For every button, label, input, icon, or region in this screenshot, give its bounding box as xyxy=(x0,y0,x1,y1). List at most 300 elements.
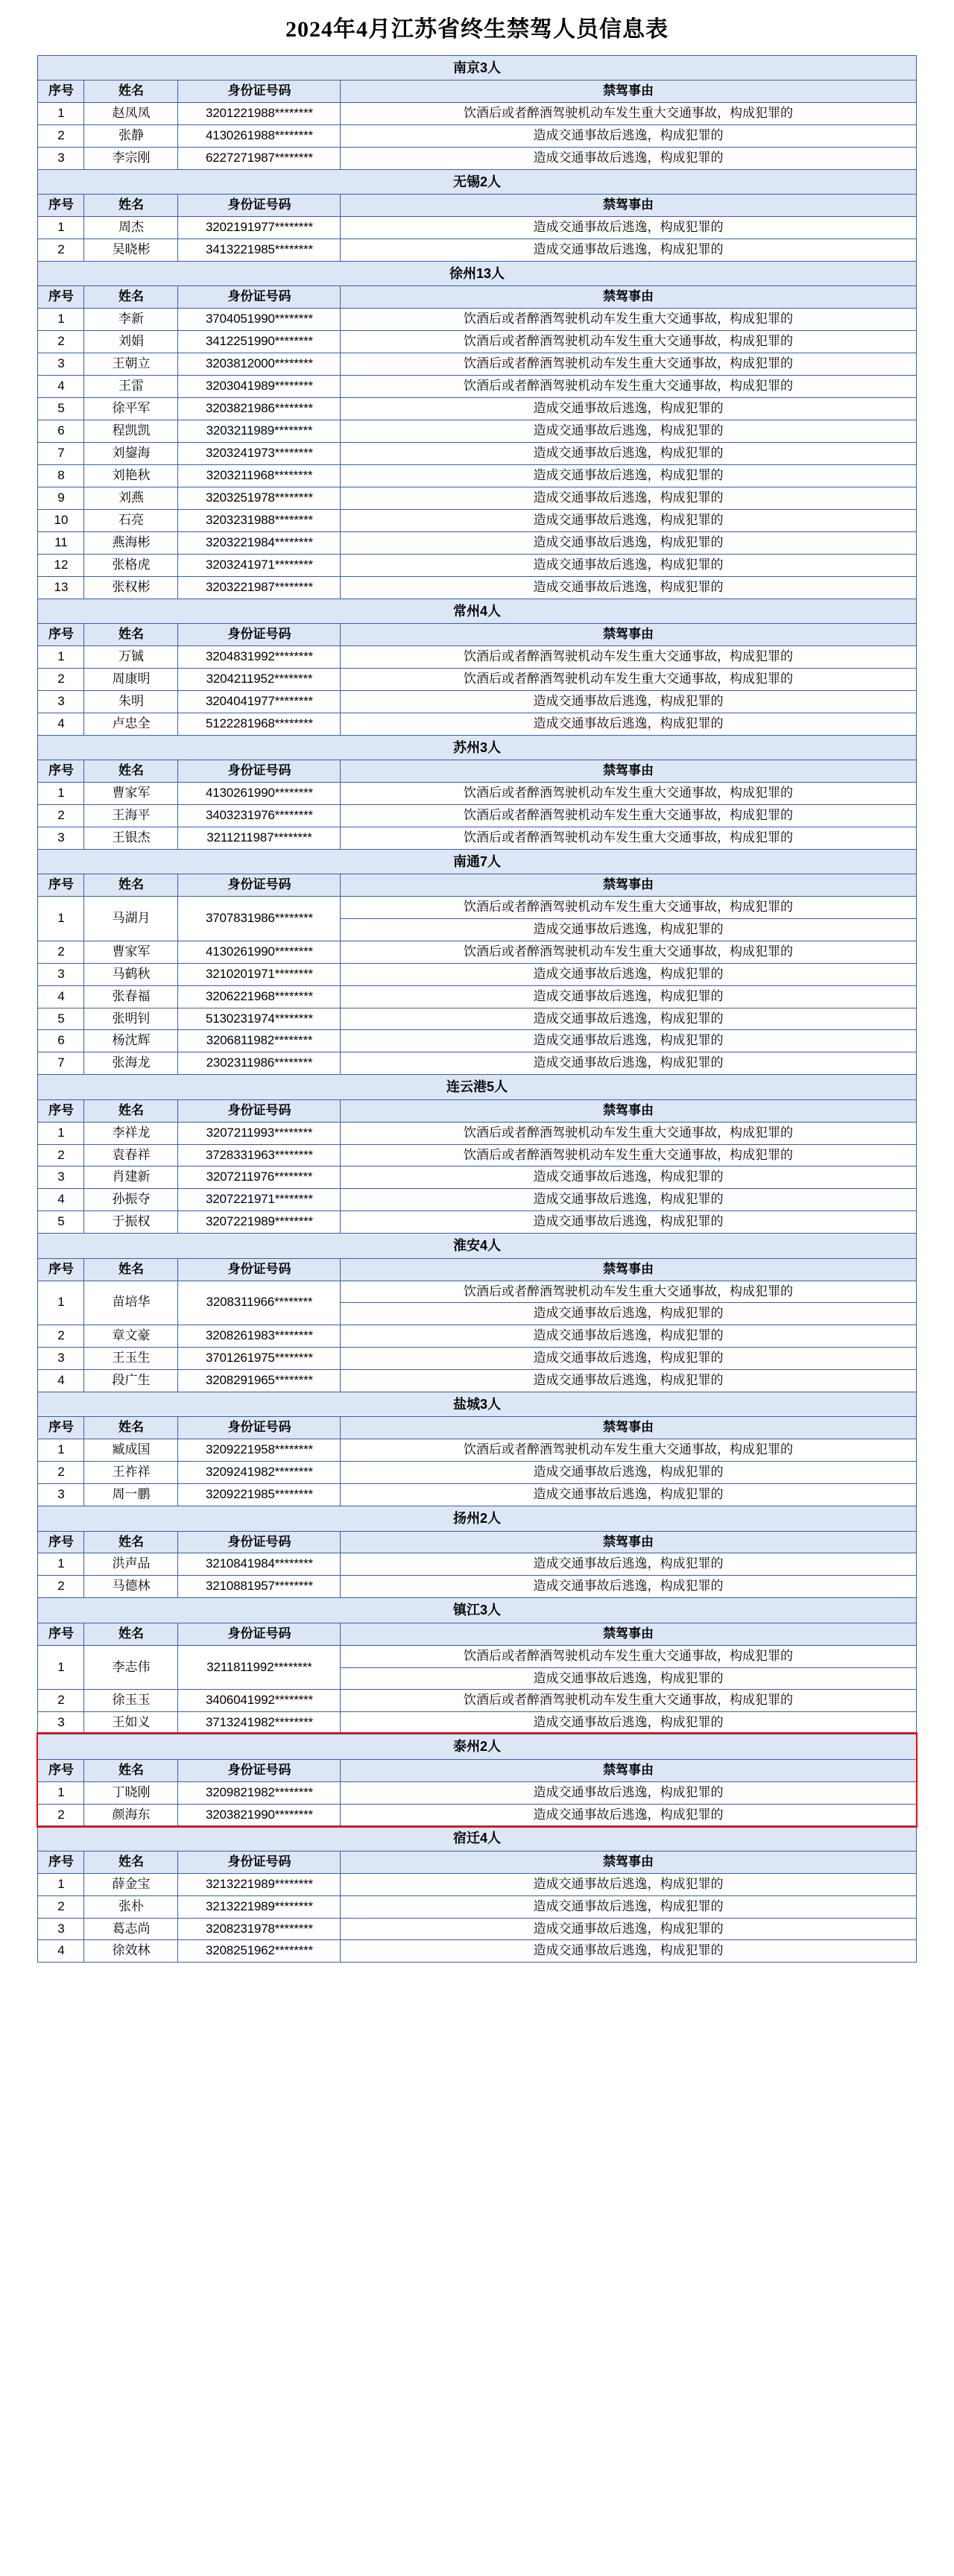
column-header: 序号 xyxy=(38,1099,84,1122)
page-title: 2024年4月江苏省终生禁驾人员信息表 xyxy=(285,17,669,42)
person-name: 丁晓刚 xyxy=(84,1781,178,1804)
table-row xyxy=(38,1918,916,1940)
table-row xyxy=(38,464,916,487)
row-index: 3 xyxy=(38,1167,84,1189)
column-header: 身份证号码 xyxy=(178,1531,341,1553)
row-index: 2 xyxy=(38,125,84,148)
id-number: 5122281968******** xyxy=(178,713,341,735)
column-header-row xyxy=(38,760,916,782)
row-index: 1 xyxy=(38,1553,84,1576)
table-row xyxy=(38,1281,916,1303)
id-number: 3201221988******** xyxy=(178,103,341,125)
id-number: 3209241982******** xyxy=(178,1462,341,1484)
person-name: 王祚祥 xyxy=(84,1462,178,1484)
city-label: 淮安4人 xyxy=(38,1234,916,1258)
table-row xyxy=(38,782,916,804)
city-section-header xyxy=(38,1075,916,1099)
row-index: 3 xyxy=(38,148,84,170)
row-index: 2 xyxy=(38,668,84,690)
person-name: 王海平 xyxy=(84,804,178,827)
city-label: 常州4人 xyxy=(38,599,916,623)
table-row xyxy=(38,576,916,599)
column-header: 身份证号码 xyxy=(178,1417,341,1439)
column-header: 禁驾事由 xyxy=(341,195,916,217)
row-index: 4 xyxy=(38,1370,84,1392)
person-name: 王雷 xyxy=(84,376,178,398)
table-row xyxy=(38,1576,916,1598)
ban-reason: 饮酒后或者醉酒驾驶机动车发生重大交通事故，构成犯罪的 xyxy=(341,1122,916,1144)
city-label: 泰州2人 xyxy=(38,1734,916,1759)
city-section-header xyxy=(38,599,916,623)
city-section-header xyxy=(38,849,916,874)
id-number: 3203241973******** xyxy=(178,443,341,465)
id-number: 3203241971******** xyxy=(178,554,341,576)
table-row xyxy=(38,690,916,713)
table-row xyxy=(38,963,916,985)
table-row xyxy=(38,1462,916,1484)
person-name: 李志伟 xyxy=(84,1645,178,1690)
person-name: 洪声品 xyxy=(84,1553,178,1576)
row-index: 3 xyxy=(38,1918,84,1940)
ban-reason: 造成交通事故后逃逸，构成犯罪的 xyxy=(341,239,916,262)
column-header: 序号 xyxy=(38,1851,84,1873)
column-header: 姓名 xyxy=(84,1759,178,1781)
person-name: 杨沈辉 xyxy=(84,1030,178,1052)
id-number: 3203251978******** xyxy=(178,487,341,509)
person-name: 王银杰 xyxy=(84,827,178,849)
row-index: 4 xyxy=(38,713,84,735)
ban-reason: 饮酒后或者醉酒驾驶机动车发生重大交通事故，构成犯罪的 xyxy=(341,1645,916,1667)
ban-reason: 造成交通事故后逃逸，构成犯罪的 xyxy=(341,713,916,735)
column-header-row xyxy=(38,1623,916,1645)
person-name: 赵凤凤 xyxy=(84,103,178,125)
column-header: 身份证号码 xyxy=(178,1851,341,1873)
column-header-row xyxy=(38,1531,916,1553)
column-header: 身份证号码 xyxy=(178,195,341,217)
ban-reason: 造成交通事故后逃逸，构成犯罪的 xyxy=(341,531,916,554)
ban-reason: 造成交通事故后逃逸，构成犯罪的 xyxy=(341,509,916,531)
person-name: 张春福 xyxy=(84,985,178,1008)
column-header: 姓名 xyxy=(84,80,178,103)
ban-reason: 造成交通事故后逃逸，构成犯罪的 xyxy=(341,1303,916,1325)
person-name: 徐效林 xyxy=(84,1940,178,1963)
row-index: 7 xyxy=(38,1052,84,1075)
column-header: 身份证号码 xyxy=(178,1099,341,1122)
row-index: 2 xyxy=(38,1690,84,1712)
ban-reason: 造成交通事故后逃逸，构成犯罪的 xyxy=(341,1030,916,1052)
table-row xyxy=(38,1940,916,1963)
person-name: 李祥龙 xyxy=(84,1122,178,1144)
row-index: 2 xyxy=(38,1576,84,1598)
ban-reason: 造成交通事故后逃逸，构成犯罪的 xyxy=(341,420,916,443)
id-number: 3203821990******** xyxy=(178,1804,341,1826)
ban-reason: 造成交通事故后逃逸，构成犯罪的 xyxy=(341,985,916,1008)
id-number: 3412251990******** xyxy=(178,331,341,353)
row-index: 1 xyxy=(38,1122,84,1144)
person-name: 李宗刚 xyxy=(84,148,178,170)
person-name: 于振权 xyxy=(84,1211,178,1234)
ban-reason: 饮酒后或者醉酒驾驶机动车发生重大交通事故，构成犯罪的 xyxy=(341,1690,916,1712)
ban-reason: 造成交通事故后逃逸，构成犯罪的 xyxy=(341,1781,916,1804)
ban-reason: 造成交通事故后逃逸，构成犯罪的 xyxy=(341,1325,916,1348)
column-header: 序号 xyxy=(38,195,84,217)
id-number: 3209221958******** xyxy=(178,1439,341,1462)
row-index: 1 xyxy=(38,1873,84,1895)
id-number: 3203041989******** xyxy=(178,376,341,398)
city-section-header xyxy=(38,170,916,195)
ban-reason: 饮酒后或者醉酒驾驶机动车发生重大交通事故，构成犯罪的 xyxy=(341,668,916,690)
row-index: 1 xyxy=(38,103,84,125)
city-section-header xyxy=(38,1734,916,1759)
row-index: 4 xyxy=(38,985,84,1008)
ban-reason: 造成交通事故后逃逸，构成犯罪的 xyxy=(341,690,916,713)
city-section-header xyxy=(38,1598,916,1623)
driving-ban-table xyxy=(37,55,916,1963)
ban-reason: 造成交通事故后逃逸，构成犯罪的 xyxy=(341,464,916,487)
row-index: 2 xyxy=(38,941,84,963)
ban-reason: 饮酒后或者醉酒驾驶机动车发生重大交通事故，构成犯罪的 xyxy=(341,376,916,398)
id-number: 3204041977******** xyxy=(178,690,341,713)
ban-reason: 造成交通事故后逃逸，构成犯罪的 xyxy=(341,1348,916,1370)
person-name: 程凯凯 xyxy=(84,420,178,443)
id-number: 4130261988******** xyxy=(178,125,341,148)
table-row xyxy=(38,1052,916,1075)
column-header: 序号 xyxy=(38,623,84,645)
column-header-row xyxy=(38,195,916,217)
table-row xyxy=(38,1144,916,1167)
column-header-row xyxy=(38,1417,916,1439)
id-number: 6227271987******** xyxy=(178,148,341,170)
ban-reason: 饮酒后或者醉酒驾驶机动车发生重大交通事故，构成犯罪的 xyxy=(341,1439,916,1462)
row-index: 2 xyxy=(38,804,84,827)
table-row xyxy=(38,1553,916,1576)
row-index: 1 xyxy=(38,896,84,941)
ban-reason: 饮酒后或者醉酒驾驶机动车发生重大交通事故，构成犯罪的 xyxy=(341,827,916,849)
id-number: 3704051990******** xyxy=(178,309,341,331)
person-name: 王朝立 xyxy=(84,353,178,376)
ban-reason: 造成交通事故后逃逸，构成犯罪的 xyxy=(341,1484,916,1506)
row-index: 2 xyxy=(38,1462,84,1484)
city-label: 苏州3人 xyxy=(38,735,916,760)
table-row xyxy=(38,896,916,918)
ban-reason: 造成交通事故后逃逸，构成犯罪的 xyxy=(341,554,916,576)
id-number: 3203211968******** xyxy=(178,464,341,487)
column-header: 姓名 xyxy=(84,760,178,782)
person-name: 刘燕 xyxy=(84,487,178,509)
table-row xyxy=(38,1439,916,1462)
row-index: 2 xyxy=(38,331,84,353)
person-name: 袁春祥 xyxy=(84,1144,178,1167)
table-body xyxy=(38,56,916,1963)
table-row xyxy=(38,713,916,735)
person-name: 颜海东 xyxy=(84,1804,178,1826)
table-row xyxy=(38,353,916,376)
column-header: 姓名 xyxy=(84,1258,178,1281)
ban-reason: 饮酒后或者醉酒驾驶机动车发生重大交通事故，构成犯罪的 xyxy=(341,645,916,668)
person-name: 徐平军 xyxy=(84,398,178,420)
person-name: 马鹤秋 xyxy=(84,963,178,985)
ban-reason: 造成交通事故后逃逸，构成犯罪的 xyxy=(341,918,916,941)
person-name: 周一鹏 xyxy=(84,1484,178,1506)
id-number: 3210881957******** xyxy=(178,1576,341,1598)
column-header: 姓名 xyxy=(84,1623,178,1645)
column-header-row xyxy=(38,286,916,309)
column-header: 身份证号码 xyxy=(178,874,341,896)
column-header: 姓名 xyxy=(84,1531,178,1553)
id-number: 3202191977******** xyxy=(178,217,341,239)
row-index: 5 xyxy=(38,398,84,420)
table-row xyxy=(38,376,916,398)
column-header: 禁驾事由 xyxy=(341,1531,916,1553)
table-row xyxy=(38,1211,916,1234)
person-name: 张权彬 xyxy=(84,576,178,599)
column-header: 序号 xyxy=(38,80,84,103)
column-header: 身份证号码 xyxy=(178,760,341,782)
row-index: 3 xyxy=(38,963,84,985)
city-section-header xyxy=(38,1234,916,1258)
id-number: 3213221989******** xyxy=(178,1895,341,1918)
column-header: 禁驾事由 xyxy=(341,1851,916,1873)
row-index: 4 xyxy=(38,1189,84,1211)
person-name: 张海龙 xyxy=(84,1052,178,1075)
ban-reason: 造成交通事故后逃逸，构成犯罪的 xyxy=(341,1189,916,1211)
city-label: 无锡2人 xyxy=(38,170,916,195)
column-header: 序号 xyxy=(38,286,84,309)
id-number: 3701261975******** xyxy=(178,1348,341,1370)
id-number: 3211211987******** xyxy=(178,827,341,849)
column-header-row xyxy=(38,1258,916,1281)
row-index: 5 xyxy=(38,1211,84,1234)
column-header-row xyxy=(38,1759,916,1781)
table-row xyxy=(38,1690,916,1712)
row-index: 5 xyxy=(38,1008,84,1030)
column-header: 姓名 xyxy=(84,623,178,645)
person-name: 张朴 xyxy=(84,1895,178,1918)
row-index: 12 xyxy=(38,554,84,576)
id-number: 3203821986******** xyxy=(178,398,341,420)
table-row xyxy=(38,1873,916,1895)
person-name: 李新 xyxy=(84,309,178,331)
row-index: 10 xyxy=(38,509,84,531)
ban-reason: 造成交通事故后逃逸，构成犯罪的 xyxy=(341,1918,916,1940)
ban-reason: 造成交通事故后逃逸，构成犯罪的 xyxy=(341,1895,916,1918)
row-index: 4 xyxy=(38,1940,84,1963)
person-name: 曹家军 xyxy=(84,941,178,963)
person-name: 薛金宝 xyxy=(84,1873,178,1895)
id-number: 4130261990******** xyxy=(178,782,341,804)
table-row xyxy=(38,645,916,668)
ban-reason: 造成交通事故后逃逸，构成犯罪的 xyxy=(341,1553,916,1576)
person-name: 朱明 xyxy=(84,690,178,713)
id-number: 3403231976******** xyxy=(178,804,341,827)
id-number: 3728331963******** xyxy=(178,1144,341,1167)
ban-reason: 造成交通事故后逃逸，构成犯罪的 xyxy=(341,148,916,170)
city-label: 南通7人 xyxy=(38,849,916,874)
id-number: 3209221985******** xyxy=(178,1484,341,1506)
column-header-row xyxy=(38,1099,916,1122)
id-number: 3207221989******** xyxy=(178,1211,341,1234)
city-label: 徐州13人 xyxy=(38,262,916,286)
person-name: 万铖 xyxy=(84,645,178,668)
id-number: 3406041992******** xyxy=(178,1690,341,1712)
column-header: 序号 xyxy=(38,1531,84,1553)
row-index: 1 xyxy=(38,1645,84,1690)
row-index: 3 xyxy=(38,690,84,713)
city-label: 盐城3人 xyxy=(38,1392,916,1417)
column-header-row xyxy=(38,80,916,103)
row-index: 2 xyxy=(38,1325,84,1348)
city-label: 扬州2人 xyxy=(38,1506,916,1531)
person-name: 刘艳秋 xyxy=(84,464,178,487)
table-row xyxy=(38,509,916,531)
column-header: 禁驾事由 xyxy=(341,286,916,309)
table-row xyxy=(38,148,916,170)
row-index: 6 xyxy=(38,1030,84,1052)
table-row xyxy=(38,309,916,331)
ban-reason: 饮酒后或者醉酒驾驶机动车发生重大交通事故，构成犯罪的 xyxy=(341,782,916,804)
table-row xyxy=(38,985,916,1008)
id-number: 3207211993******** xyxy=(178,1122,341,1144)
person-name: 王玉生 xyxy=(84,1348,178,1370)
city-section-header xyxy=(38,1826,916,1851)
column-header: 姓名 xyxy=(84,286,178,309)
id-number: 3210201971******** xyxy=(178,963,341,985)
city-label: 连云港5人 xyxy=(38,1075,916,1099)
ban-reason: 造成交通事故后逃逸，构成犯罪的 xyxy=(341,1167,916,1189)
table-row xyxy=(38,487,916,509)
person-name: 张静 xyxy=(84,125,178,148)
table-row xyxy=(38,531,916,554)
table-row xyxy=(38,1370,916,1392)
table-wrapper xyxy=(0,55,954,1963)
id-number: 3206221968******** xyxy=(178,985,341,1008)
ban-reason: 饮酒后或者醉酒驾驶机动车发生重大交通事故，构成犯罪的 xyxy=(341,353,916,376)
ban-reason: 造成交通事故后逃逸，构成犯罪的 xyxy=(341,1873,916,1895)
person-name: 段广生 xyxy=(84,1370,178,1392)
table-row xyxy=(38,668,916,690)
city-label: 南京3人 xyxy=(38,56,916,80)
id-number: 2302311986******** xyxy=(178,1052,341,1075)
column-header: 禁驾事由 xyxy=(341,874,916,896)
city-section-header xyxy=(38,56,916,80)
person-name: 张明钊 xyxy=(84,1008,178,1030)
table-row xyxy=(38,1895,916,1918)
table-row xyxy=(38,217,916,239)
column-header: 姓名 xyxy=(84,874,178,896)
column-header: 序号 xyxy=(38,760,84,782)
table-row xyxy=(38,103,916,125)
ban-reason: 造成交通事故后逃逸，构成犯罪的 xyxy=(341,398,916,420)
ban-reason: 造成交通事故后逃逸，构成犯罪的 xyxy=(341,576,916,599)
column-header: 序号 xyxy=(38,874,84,896)
row-index: 11 xyxy=(38,531,84,554)
column-header-row xyxy=(38,874,916,896)
table-row xyxy=(38,398,916,420)
id-number: 3203221987******** xyxy=(178,576,341,599)
row-index: 3 xyxy=(38,1348,84,1370)
person-name: 苗培华 xyxy=(84,1281,178,1325)
row-index: 1 xyxy=(38,1781,84,1804)
column-header: 序号 xyxy=(38,1623,84,1645)
row-index: 1 xyxy=(38,1281,84,1325)
table-row xyxy=(38,1645,916,1667)
row-index: 1 xyxy=(38,1439,84,1462)
table-row xyxy=(38,1325,916,1348)
ban-reason: 造成交通事故后逃逸，构成犯罪的 xyxy=(341,1804,916,1826)
column-header: 姓名 xyxy=(84,1417,178,1439)
person-name: 燕海彬 xyxy=(84,531,178,554)
person-name: 章文豪 xyxy=(84,1325,178,1348)
ban-reason: 饮酒后或者醉酒驾驶机动车发生重大交通事故，构成犯罪的 xyxy=(341,103,916,125)
table-row xyxy=(38,804,916,827)
person-name: 刘鋆海 xyxy=(84,443,178,465)
id-number: 3207211976******** xyxy=(178,1167,341,1189)
ban-reason: 造成交通事故后逃逸，构成犯罪的 xyxy=(341,487,916,509)
row-index: 3 xyxy=(38,1712,84,1734)
row-index: 3 xyxy=(38,1484,84,1506)
id-number: 3208231978******** xyxy=(178,1918,341,1940)
person-name: 王如义 xyxy=(84,1712,178,1734)
row-index: 4 xyxy=(38,376,84,398)
city-section-header xyxy=(38,1392,916,1417)
id-number: 3413221985******** xyxy=(178,239,341,262)
table-row xyxy=(38,1030,916,1052)
id-number: 3713241982******** xyxy=(178,1712,341,1734)
column-header: 身份证号码 xyxy=(178,1759,341,1781)
id-number: 3208261983******** xyxy=(178,1325,341,1348)
table-row xyxy=(38,1484,916,1506)
column-header: 禁驾事由 xyxy=(341,760,916,782)
row-index: 2 xyxy=(38,1144,84,1167)
ban-reason: 造成交通事故后逃逸，构成犯罪的 xyxy=(341,125,916,148)
id-number: 3208251962******** xyxy=(178,1940,341,1963)
id-number: 3213221989******** xyxy=(178,1873,341,1895)
id-number: 3206811982******** xyxy=(178,1030,341,1052)
ban-reason: 造成交通事故后逃逸，构成犯罪的 xyxy=(341,1712,916,1734)
table-row xyxy=(38,420,916,443)
id-number: 3203231988******** xyxy=(178,509,341,531)
row-index: 1 xyxy=(38,645,84,668)
person-name: 张格虎 xyxy=(84,554,178,576)
ban-reason: 饮酒后或者醉酒驾驶机动车发生重大交通事故，构成犯罪的 xyxy=(341,1281,916,1303)
ban-reason: 造成交通事故后逃逸，构成犯罪的 xyxy=(341,1462,916,1484)
column-header: 序号 xyxy=(38,1759,84,1781)
ban-reason: 造成交通事故后逃逸，构成犯罪的 xyxy=(341,1576,916,1598)
row-index: 1 xyxy=(38,309,84,331)
row-index: 9 xyxy=(38,487,84,509)
column-header: 禁驾事由 xyxy=(341,80,916,103)
column-header: 姓名 xyxy=(84,1851,178,1873)
ban-reason: 饮酒后或者醉酒驾驶机动车发生重大交通事故，构成犯罪的 xyxy=(341,331,916,353)
person-name: 周杰 xyxy=(84,217,178,239)
column-header: 序号 xyxy=(38,1417,84,1439)
person-name: 臧成国 xyxy=(84,1439,178,1462)
person-name: 葛志尚 xyxy=(84,1918,178,1940)
column-header: 姓名 xyxy=(84,195,178,217)
column-header: 身份证号码 xyxy=(178,1258,341,1281)
city-label: 镇江3人 xyxy=(38,1598,916,1623)
column-header: 身份证号码 xyxy=(178,80,341,103)
table-row xyxy=(38,1122,916,1144)
id-number: 5130231974******** xyxy=(178,1008,341,1030)
table-row xyxy=(38,239,916,262)
ban-reason: 饮酒后或者醉酒驾驶机动车发生重大交通事故，构成犯罪的 xyxy=(341,896,916,918)
column-header: 姓名 xyxy=(84,1099,178,1122)
row-index: 2 xyxy=(38,239,84,262)
person-name: 周康明 xyxy=(84,668,178,690)
ban-reason: 饮酒后或者醉酒驾驶机动车发生重大交通事故，构成犯罪的 xyxy=(341,1144,916,1167)
person-name: 石亮 xyxy=(84,509,178,531)
